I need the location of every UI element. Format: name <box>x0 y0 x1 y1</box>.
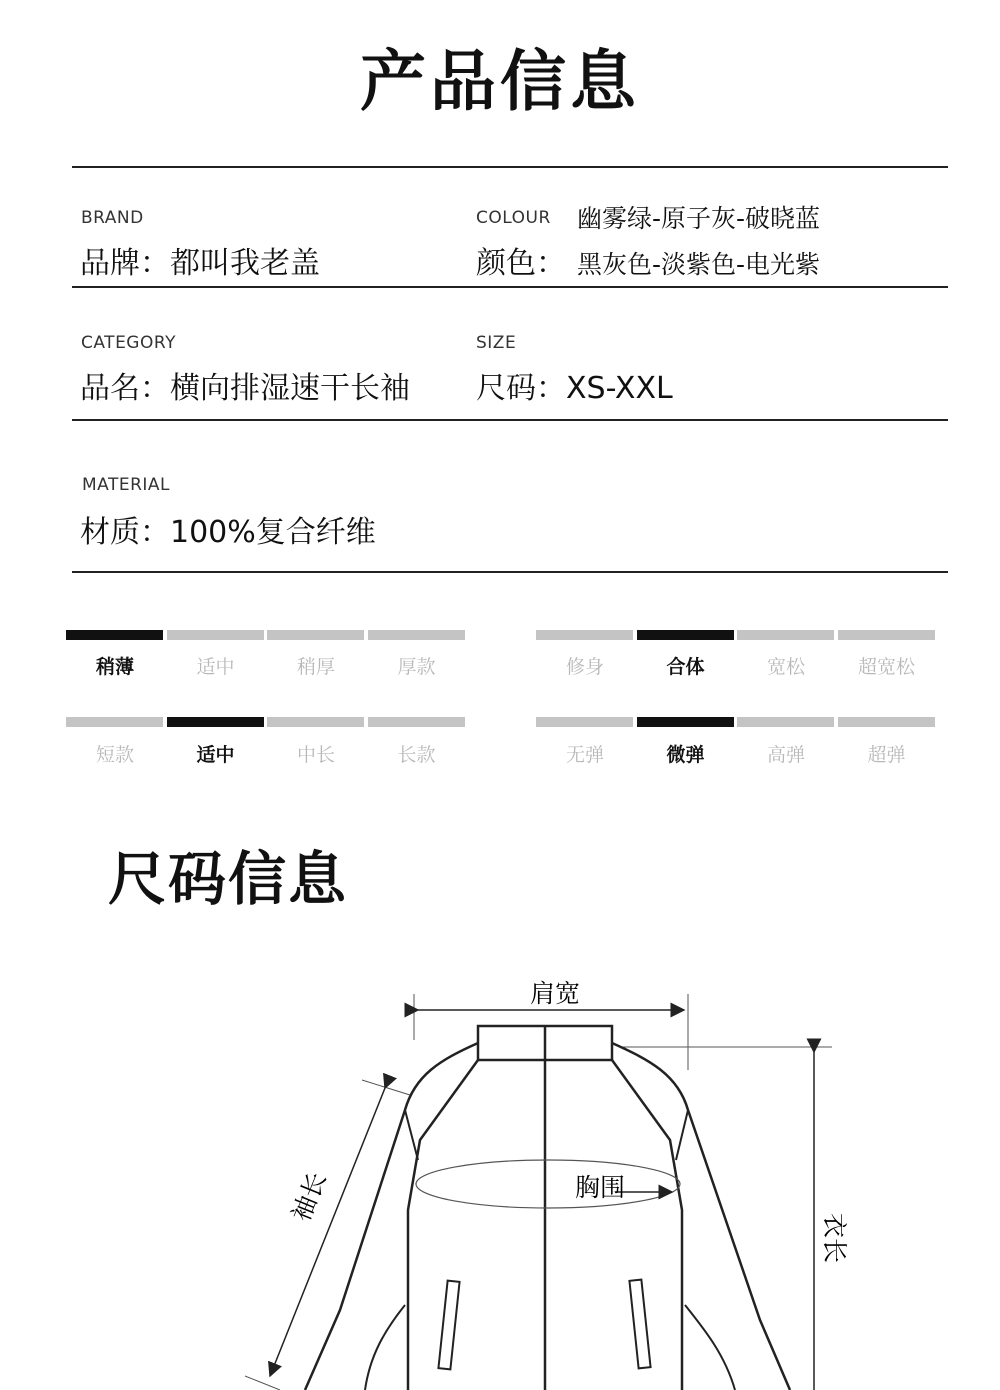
thickness-scale-bar <box>267 630 364 640</box>
brand-value: 品牌：都叫我老盖 <box>80 246 320 281</box>
length-scale-bar <box>66 717 163 727</box>
material-value: 材质：100%复合纤维 <box>80 515 376 550</box>
category-label-en: CATEGORY <box>81 333 176 353</box>
fit-scale-bar <box>838 630 935 640</box>
elasticity-scale-bar <box>536 717 633 727</box>
fit-scale-bar <box>637 630 734 640</box>
colour-value-line1: 幽雾绿-原子灰-破晓蓝 <box>577 204 821 233</box>
sleeve-arrow <box>270 1088 385 1376</box>
fit-scale-bar <box>737 630 834 640</box>
elasticity-scale-label: 超弹 <box>867 744 906 766</box>
chest-label: 胸围 <box>574 1173 626 1202</box>
sleeve-guide <box>362 1080 410 1095</box>
elasticity-scale-label: 高弹 <box>766 744 805 766</box>
divider <box>72 419 948 421</box>
thickness-scale-bar <box>167 630 264 640</box>
length-scale-label: 中长 <box>296 744 335 766</box>
size-section-title: 尺码信息 <box>108 845 349 913</box>
fit-scale-label: 宽松 <box>766 656 805 678</box>
page-title: 产品信息 <box>360 42 640 120</box>
colour-label-en: COLOUR <box>476 208 551 228</box>
divider <box>72 166 948 168</box>
elasticity-scale-bar <box>637 717 734 727</box>
thickness-scale-bar <box>66 630 163 640</box>
left-pocket <box>438 1281 459 1370</box>
category-value: 品名：横向排湿速干长袖 <box>80 371 410 406</box>
colour-value-line2: 黑灰色-淡紫色-电光紫 <box>577 250 821 279</box>
right-pocket <box>629 1280 650 1369</box>
length-label: 衣长 <box>820 1212 849 1264</box>
fit-scale-label: 合体 <box>666 656 705 678</box>
elasticity-scale-bar <box>737 717 834 727</box>
length-scale-bar <box>167 717 264 727</box>
material-label-en: MATERIAL <box>82 475 171 495</box>
thickness-scale-label: 厚款 <box>397 656 436 678</box>
length-scale-bar <box>368 717 465 727</box>
fit-scale-bar <box>536 630 633 640</box>
chest-ellipse <box>416 1160 680 1208</box>
divider <box>72 571 948 573</box>
sleeve-label: 袖长 <box>286 1168 332 1226</box>
shoulder-label: 肩宽 <box>529 979 581 1008</box>
brand-label-en: BRAND <box>81 208 144 228</box>
length-scale-label: 短款 <box>95 744 134 766</box>
elasticity-scale-label: 微弹 <box>666 744 705 766</box>
thickness-scale-label: 稍厚 <box>296 656 335 678</box>
size-value: 尺码：XS-XXL <box>476 371 673 406</box>
fit-scale-label: 超宽松 <box>857 656 915 678</box>
length-scale-label: 适中 <box>196 744 235 766</box>
jacket-diagram <box>0 960 1000 1390</box>
length-scale-label: 长款 <box>397 744 436 766</box>
size-label-en: SIZE <box>476 333 517 353</box>
thickness-scale-label: 适中 <box>196 656 235 678</box>
elasticity-scale-label: 无弹 <box>565 744 604 766</box>
length-scale-bar <box>267 717 364 727</box>
thickness-scale-bar <box>368 630 465 640</box>
divider <box>72 286 948 288</box>
colour-label-cn: 颜色： <box>476 246 566 281</box>
elasticity-scale-bar <box>838 717 935 727</box>
thickness-scale-label: 稍薄 <box>95 656 134 678</box>
fit-scale-label: 修身 <box>565 656 604 678</box>
